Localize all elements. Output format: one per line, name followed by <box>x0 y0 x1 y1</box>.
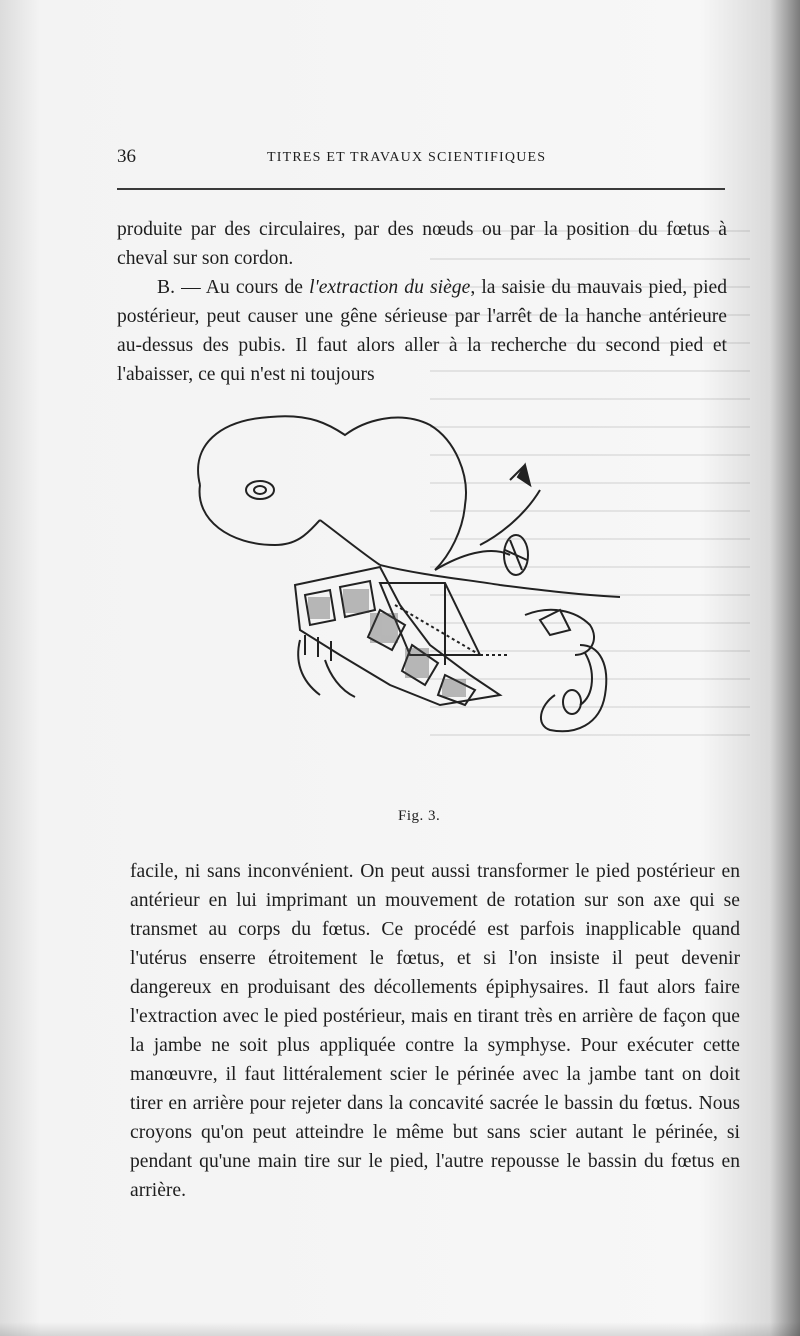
page-header <box>117 146 727 176</box>
page-edge-shadow <box>0 1322 800 1336</box>
text-block-top <box>117 215 727 389</box>
header-rule <box>117 188 725 190</box>
figure-illustration <box>180 405 650 745</box>
breech-extraction-drawing <box>180 405 650 745</box>
paragraph-b-italic: l'extraction du siège <box>309 277 471 298</box>
paragraph-b-rest: , la saisie du mauvais pied, pied postérieur, peut causer une gêne sérieuse par l'arrêt de la hanche antérieure au-dessus des pubis. Il faut alors aller à la recherche du second pied et l'abaisser, ce qui n'est ni toujours <box>117 277 728 385</box>
paragraph-b-prefix: B. — Au cours de <box>157 277 310 298</box>
text-block-bottom <box>130 857 740 1205</box>
paragraph-continuation: produite par des circulaires, par des nœuds ou par la position du fœtus à cheval sur son cordon. <box>117 219 727 269</box>
page-number: 36 <box>117 146 136 167</box>
paragraph-b <box>117 273 727 389</box>
paragraph-bottom: facile, ni sans inconvénient. On peut aussi transformer le pied postérieur en antérieur en lui imprimant un mouvement de rotation sur son axe qui se transmet au corps du fœtus. Ce procédé est parfois inapplicable quand l'utérus enserre étroitement le fœtus, et si l'on insiste il peut devenir dangereux en produisant des décollements épiphysaires. Il faut alors faire l'extraction avec le pied postérieur, mais en tirant très en arrière de façon que la jambe ne soit plus appliquée contre la symphyse. Pour exécuter cette manœuvre, il faut littéralement scier le périnée avec la jambe tant on doit tirer en arrière pour rejeter dans la concavité sacrée le bassin du fœtus. Nous croyons qu'on peut atteindre le même but sans scier autant le périnée, si pendant qu'une main tire sur le pied, l'autre repousse le bassin du fœtus en arrière. <box>130 861 740 1201</box>
figure-caption: Fig. 3. <box>398 808 441 824</box>
running-title: TITRES ET TRAVAUX SCIENTIFIQUES <box>267 150 547 165</box>
